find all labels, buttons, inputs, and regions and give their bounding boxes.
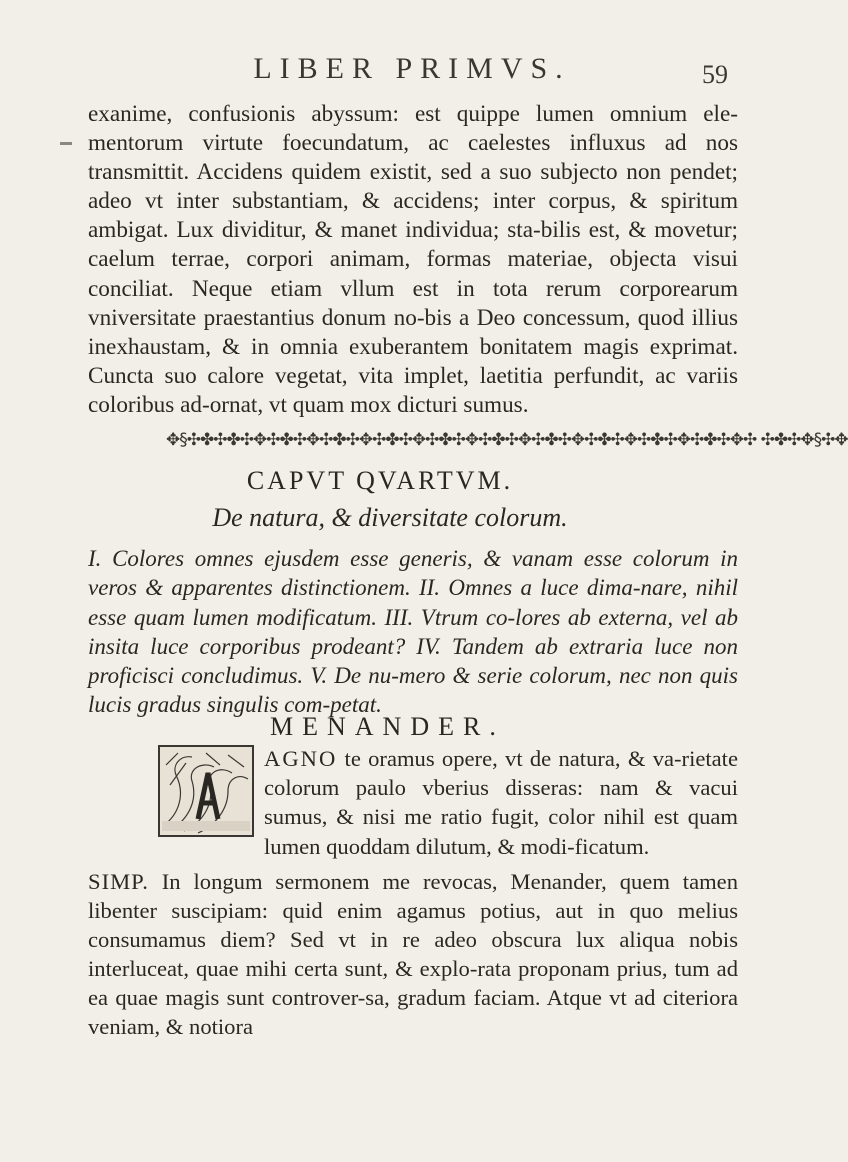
speaker-heading: MENANDER. bbox=[270, 712, 505, 741]
opening-paragraph: exanime, confusionis abyssum: est quippe lumen omnium ele-mentorum virtute foecundatum, ac caelestes influxus ad nos transmittit. Accidens quidem existit, sed a suo subjecto non pendet; adeo vt inter substantiam, & accidens; inter corpus, & spiritum ambigat. Lux dividitur, & manet individua; sta-bilis est, & movetur; caelum terrae, corpori animam, formas materiae, objecta visui conciliat. Neque etiam vllum est in tota rerum corporearum vniversitate praestantius donum no-bis a Deo concessum, quod illius inexhaustam, & in omnia exuberantem bonitatem magis exprimat. Cuncta suo calore vegetat, vita implet, laetitia perfundit, ac variis coloribus ad-ornat, vt quam mox dicturi sumus. bbox=[88, 101, 738, 418]
page-header bbox=[0, 52, 800, 92]
chapter-title: CAPVT QVARTVM. bbox=[246, 466, 514, 495]
ornamental-rule: ✥§✣✤✣✤✣✥✣✤✣✥✣✤✣✥✣✤✣✥✣✤✣✥✣✤✣✥✣✤✣✥✣✤✣✥✣✤✣✥✣✤✣✥✣ ✣✤✣✥§✣✥ bbox=[166, 430, 848, 450]
speech-lead-word: AGNO bbox=[264, 746, 338, 771]
decorated-initial-graphic bbox=[158, 745, 254, 837]
chapter-summary: I. Colores omnes ejusdem esse generis, & vanam esse colorum in veros & apparentes distinctionem. II. Omnes a luce dima-nare, nihil esse quam lumen modificatum. III. Vtrum co-lores ab externa, vel ab insita luce corporibus prodeant? IV. Tandem ab extraria luce non proficisci concludimus. V. De nu-mero & serie colorum, nec non quis lucis gradus singulis com-petat. bbox=[88, 546, 738, 718]
decorated-initial-icon bbox=[158, 745, 254, 837]
speaker-abbreviation: SIMP. bbox=[88, 869, 149, 894]
chapter-subtitle: De natura, & diversitate colorum. bbox=[212, 503, 568, 532]
dialogue-speech-2 bbox=[88, 867, 738, 1042]
dialogue-speech-1 bbox=[264, 744, 738, 861]
running-title: LIBER PRIMVS. bbox=[253, 52, 571, 85]
speech-text: te oramus opere, vt de natura, & va-rietate colorum paulo vberius disseras: nam & vacui sumus, & nisi me ratio fugit, color nihil est quam lumen quoddam dilutum, & modi-ficatum. bbox=[264, 746, 738, 859]
speech-text: In longum sermonem me revocas, Menander, quem tamen libenter suscipiam: quid enim agamus potius, aut in quo melius consumamus diem? Sed vt in re adeo obscura lux aliqua nobis interluceat, quae mihi certa sunt, & explo-rata proponam prius, tum ad ea quae magis sunt controver-sa, gradum faciam. Atque vt ad citeriora veniam, & notiora bbox=[88, 869, 738, 1040]
margin-mark bbox=[60, 142, 72, 145]
page-number: 59 bbox=[702, 60, 728, 89]
